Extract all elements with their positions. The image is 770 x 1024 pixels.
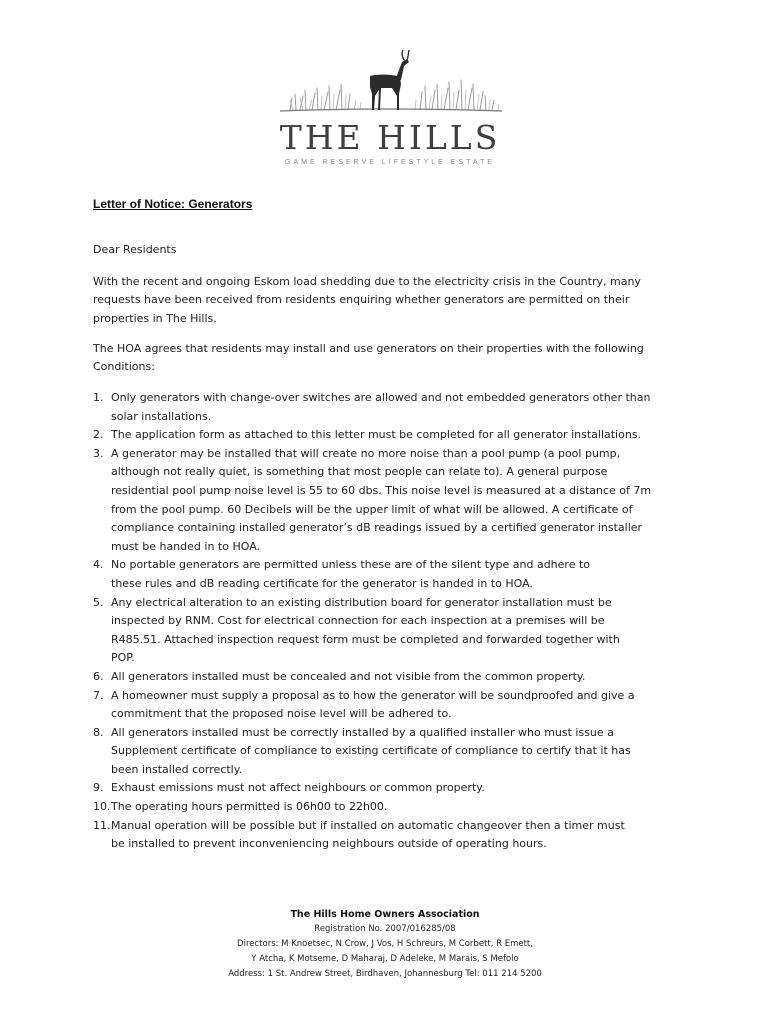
item-number: 8. (93, 725, 104, 739)
list-item (93, 556, 703, 593)
conditions-intro: The HOA agrees that residents may install and use generators on their properties with the following Conditions: (93, 342, 644, 374)
item-number: 7. (93, 688, 104, 702)
item-number: 4. (93, 558, 104, 572)
item-text: All generators installed must be correctly installed by a qualified installer who must issue a Supplement certificate of compliance to existing certificate of compliance to certify that it has been installed correctly. (111, 725, 631, 776)
footer-directors-line-2: Y Atcha, K Motseme, D Maharaj, D Adeleke, M Marais, S Mefolo (251, 954, 519, 964)
item-number: 9. (93, 781, 104, 795)
item-text: No portable generators are permitted unless these are of the silent type and adhere to these rules and dB reading certificate for the generator is handed in to HOA. (111, 558, 591, 590)
footer-registration: Registration No. 2007/016285/08 (314, 924, 456, 934)
item-number: 1. (93, 391, 104, 404)
conditions-list (93, 389, 703, 854)
item-number: 5. (93, 595, 104, 609)
list-item (93, 426, 703, 445)
list-item (93, 724, 703, 780)
item-text: Any electrical alteration to an existing distribution board for generator installation must be inspected by RNM. Cost for electrical connection for each inspection at a premises will be R485.51. Attached inspection request form must be completed and forwarded together with POP. (111, 595, 620, 665)
item-text: Only generators with change-over switches are allowed and not embedded generators other than solar installations. (111, 391, 651, 423)
list-item (93, 668, 703, 687)
item-text: Manual operation will be possible but if installed on automatic changeover then a timer must be installed to prevent inconveniencing neighbours outside of operating hours. (111, 818, 625, 851)
item-text: The operating hours permitted is 06h00 to 22h00. (111, 800, 388, 814)
list-item (93, 389, 703, 426)
list-item (93, 594, 703, 668)
footer-organisation: The Hills Home Owners Association (290, 909, 480, 920)
item-number: 2. (93, 428, 104, 442)
estate-logo (270, 50, 510, 180)
item-number: 10. (93, 800, 111, 814)
footer-address: Address: 1 St. Andrew Street, Birdhaven, Johannesburg Tel: 011 214 5200 (228, 969, 542, 979)
estate-tagline: GAME RESERVE LIFESTYLE ESTATE (285, 159, 495, 166)
footer-directors-line-1: Directors: M Knoetsec, N Crow, J Vos, H Schreurs, M Corbett, R Emett, (237, 939, 533, 949)
item-number: 11. (93, 818, 111, 832)
item-text: The application form as attached to this letter must be completed for all generator installations. (111, 428, 642, 442)
list-item (93, 798, 703, 817)
item-number: 3. (93, 446, 104, 460)
item-text: All generators installed must be concealed and not visible from the common property. (111, 669, 586, 683)
item-text: A generator may be installed that will create no more noise than a pool pump (a pool pump, although not really quiet, is something that most people can relate to). A general purpose residential pool pump noise level is 55 to 60 dbs. This noise level is measured at a distance of 7m from the pool pump. 60 Decibels will be the upper limit of what will be allowed. A certificate of compliance containing installed generator’s dB readings issued by a certified generator installer must be handed in to HOA. (111, 446, 652, 553)
list-item (93, 817, 703, 854)
list-item (93, 687, 703, 724)
impala-grass-emblem (270, 50, 510, 120)
intro-paragraph: With the recent and ongoing Eskom load shedding due to the electricity crisis in the Country, many requests have been received from residents enquiring whether generators are permitted on their properties in The Hills. (93, 275, 641, 325)
list-item (93, 445, 703, 557)
letter-title: Letter of Notice: Generators (93, 197, 253, 211)
item-text: A homeowner must supply a proposal as to how the generator will be soundproofed and give a commitment that the proposed noise level will be adhered to. (111, 688, 635, 721)
list-item (93, 779, 703, 798)
estate-name: THE HILLS (279, 118, 501, 157)
item-number: 6. (93, 669, 104, 683)
salutation: Dear Residents (93, 243, 177, 256)
footer (0, 907, 770, 982)
item-text: Exhaust emissions must not affect neighbours or common property. (111, 781, 485, 795)
